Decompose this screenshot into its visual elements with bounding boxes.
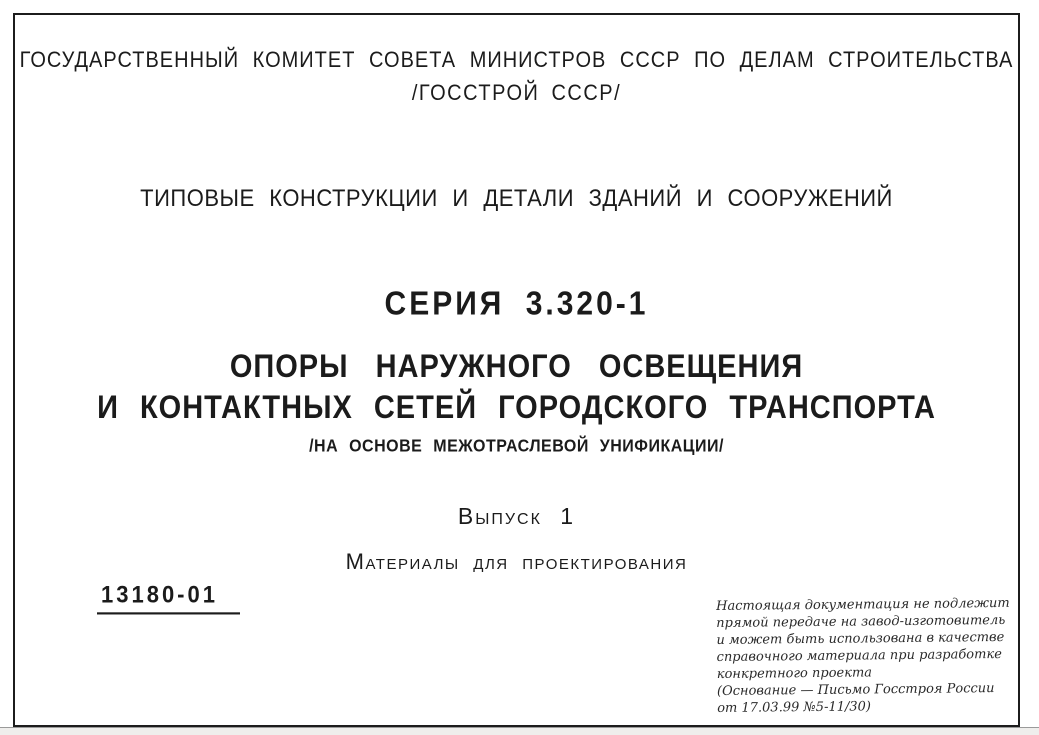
series-number: СЕРИЯ 3.320-1	[384, 286, 649, 323]
doc-title-line2: И КОНТАКТНЫХ СЕТЕЙ ГОРОДСКОГО ТРАНСПОРТА	[97, 390, 936, 426]
note-line: от 17.03.99 №5-11/30)	[717, 699, 872, 716]
document-number: 13180-01	[97, 581, 240, 614]
title-basis-note: /НА ОСНОВЕ МЕЖОТРАСЛЕВОЙ УНИФИКАЦИИ/	[309, 437, 724, 456]
series-subject-line: ТИПОВЫЕ КОНСТРУКЦИИ И ДЕТАЛИ ЗДАНИЙ И СООРУЖЕНИЙ	[140, 184, 893, 212]
note-line: прямой передаче на завод-изготовитель	[716, 612, 1006, 631]
issue-subtitle: Материалы для проектирования	[345, 549, 688, 574]
handwritten-note	[716, 595, 1019, 717]
window-bottom-edge	[0, 727, 1039, 735]
org-header-line1: ГОСУДАРСТВЕННЫЙ КОМИТЕТ СОВЕТА МИНИСТРОВ СССР ПО ДЕЛАМ СТРОИТЕЛЬСТВА	[19, 48, 1014, 73]
issue-label: Выпуск 1	[457, 503, 576, 529]
org-header-line2: /ГОССТРОЙ СССР/	[411, 81, 622, 106]
note-line: и может быть использована в качестве	[716, 629, 1005, 648]
note-line: (Основание — Письмо Госстроя России	[716, 681, 995, 699]
doc-title-line1: ОПОРЫ НАРУЖНОГО ОСВЕЩЕНИЯ	[229, 349, 804, 385]
note-line: справочного материала при разработке	[716, 647, 1002, 665]
note-line: Настоящая документация не подлежит	[716, 595, 1010, 614]
note-line: конкретного проекта	[716, 665, 873, 682]
